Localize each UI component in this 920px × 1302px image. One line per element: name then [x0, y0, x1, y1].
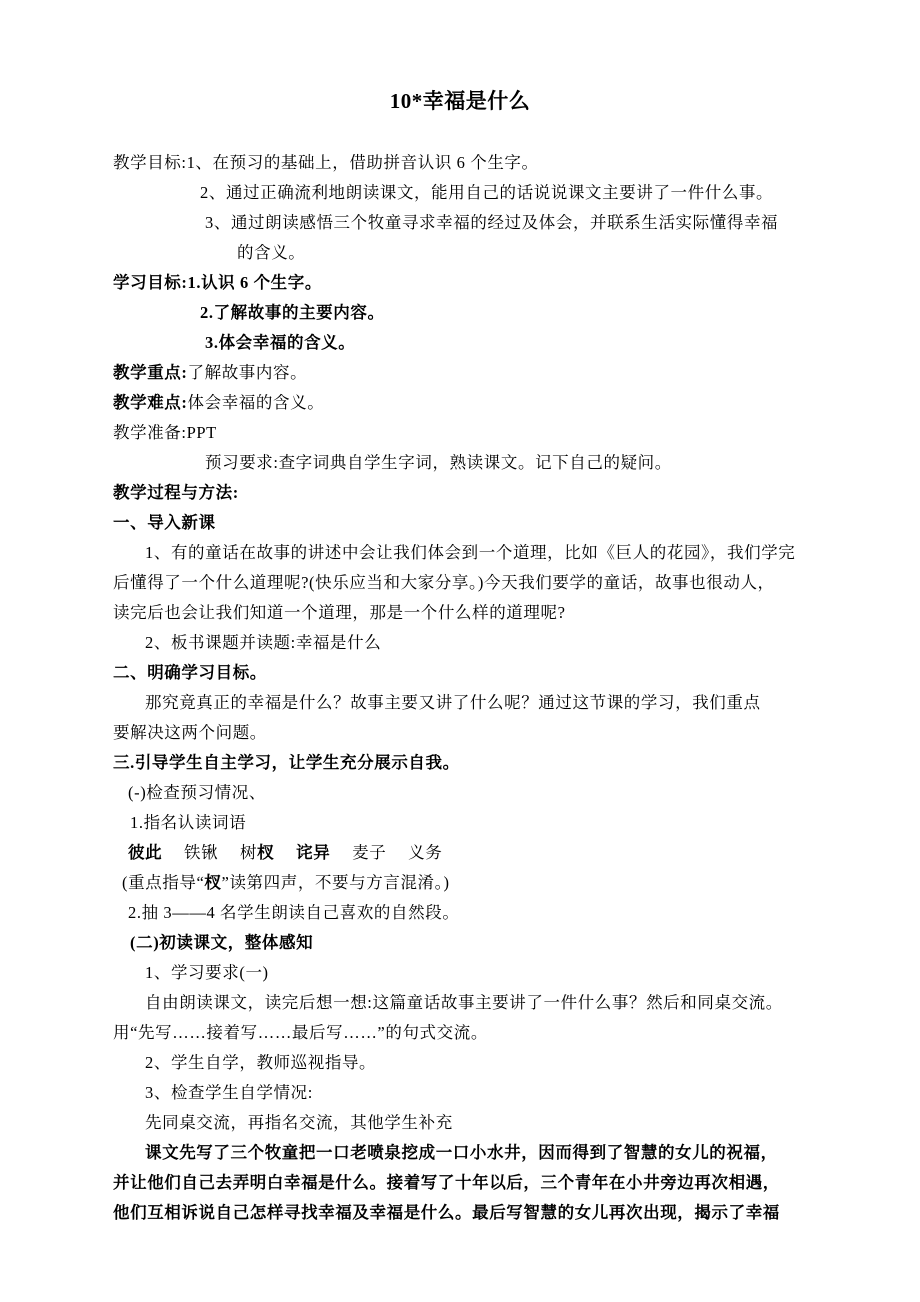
document-line: [113, 628, 838, 658]
document-line: [113, 148, 838, 178]
text-run: 用“先写……接着写……最后写……”的句式交流。: [113, 1023, 488, 1042]
text-run: 彼此: [128, 843, 163, 862]
text-run: 3、检查学生自学情况:: [145, 1083, 313, 1102]
document-line: [113, 388, 838, 418]
text-run: 2、板书课题并读题:幸福是什么: [145, 633, 382, 652]
document-line: [113, 208, 838, 238]
document-line: [113, 1198, 838, 1228]
text-run: (二)初读课文，整体感知: [130, 933, 314, 952]
text-run: 铁锹 树: [162, 843, 258, 862]
text-run: 那究竟真正的幸福是什么？故事主要又讲了什么呢？通过这节课的学习，我们重点: [145, 693, 761, 712]
document-line: [113, 418, 838, 448]
text-run: 麦子 义务: [330, 843, 443, 862]
document-line: [113, 268, 838, 298]
text-run: 他们互相诉说自己怎样寻找幸福及幸福是什么。最后写智慧的女儿再次出现，揭示了幸福: [113, 1203, 780, 1222]
document-line: [113, 898, 838, 928]
document-line: [113, 568, 838, 598]
text-run: 2.抽 3——4 名学生朗读自己喜欢的自然段。: [128, 903, 460, 922]
document-line: [113, 238, 838, 268]
text-run: 2、通过正确流利地朗读课文，能用自己的话说说课文主要讲了一件什么事。: [200, 183, 774, 202]
text-run: 1、有的童话在故事的讲述中会让我们体会到一个道理，比如《巨人的花园》，我们学完: [145, 543, 796, 562]
document-line: [113, 178, 838, 208]
document-line: [113, 718, 838, 748]
text-run: 体会幸福的含义。: [187, 393, 325, 412]
document-line: [113, 508, 838, 538]
text-run: 读完后也会让我们知道一个道理，那是一个什么样的道理呢?: [113, 603, 566, 622]
text-run: 诧异: [296, 843, 331, 862]
text-run: 了解故事内容。: [187, 363, 308, 382]
document-line: [113, 1138, 838, 1168]
text-run: 三.引导学生自主学习，让学生充分展示自我。: [113, 753, 460, 772]
document-line: [113, 1078, 838, 1108]
text-run: 杈: [204, 873, 222, 892]
text-run: 教学重点:: [113, 363, 188, 382]
document-line: [113, 958, 838, 988]
document-line: [113, 688, 838, 718]
text-run: 的含义。: [237, 243, 306, 262]
text-run: 课文先写了三个牧童把一口老喷泉挖成一口小水井，因而得到了智慧的女儿的祝福，: [145, 1143, 778, 1162]
document-line: [113, 988, 838, 1018]
text-run: 2、学生自学，教师巡视指导。: [145, 1053, 377, 1072]
text-run: 教学过程与方法:: [113, 483, 239, 502]
text-run: 预习要求:查字词典自学生字词，熟读课文。记下自己的疑问。: [205, 453, 672, 472]
document-line: [113, 298, 838, 328]
document-line: [113, 658, 838, 688]
document-line: [113, 448, 838, 478]
document-line: [113, 598, 838, 628]
document-line: [113, 1048, 838, 1078]
text-run: [274, 843, 296, 862]
text-run: 教学目标:1、在预习的基础上，借助拼音认识 6 个生字。: [113, 153, 539, 172]
text-run: 3.体会幸福的含义。: [205, 333, 356, 352]
text-run: 3、通过朗读感悟三个牧童寻求幸福的经过及体会，并联系生活实际懂得幸福: [205, 213, 779, 232]
text-run: 教学准备:PPT: [113, 423, 217, 442]
document-line: [113, 478, 838, 508]
text-run: 自由朗读课文，读完后想一想:这篇童话故事主要讲了一件什么事？然后和同桌交流。: [145, 993, 783, 1012]
document-body: [0, 148, 920, 1228]
document-line: [113, 1108, 838, 1138]
document-title: 10*幸福是什么: [389, 89, 531, 113]
text-run: 学习目标:1.认识 6 个生字。: [113, 273, 322, 292]
text-run: (-)检查预习情况、: [128, 783, 266, 802]
text-run: 杈: [257, 843, 275, 862]
document-line: [113, 748, 838, 778]
document-line: [113, 328, 838, 358]
text-run: 二、明确学习目标。: [113, 663, 267, 682]
document-line: [113, 808, 838, 838]
text-run: 后懂得了一个什么道理呢?(快乐应当和大家分享。)今天我们要学的童话，故事也很动人，: [113, 573, 775, 592]
text-run: (重点指导“: [122, 873, 205, 892]
document-line: [113, 838, 838, 868]
document-line: [113, 868, 838, 898]
document-line: [113, 358, 838, 388]
text-run: 先同桌交流，再指名交流，其他学生补充: [145, 1113, 453, 1132]
text-run: 教学难点:: [113, 393, 188, 412]
text-run: 2.了解故事的主要内容。: [200, 303, 385, 322]
document-line: [113, 1018, 838, 1048]
document-line: [113, 778, 838, 808]
text-run: 要解决这两个问题。: [113, 723, 267, 742]
text-run: 一、导入新课: [113, 513, 216, 532]
text-run: 1.指名认读词语: [130, 813, 247, 832]
document-line: [113, 1168, 838, 1198]
document-line: [113, 538, 838, 568]
document-line: [113, 928, 838, 958]
text-run: 并让他们自己去弄明白幸福是什么。接着写了十年以后，三个青年在小井旁边再次相遇，: [113, 1173, 780, 1192]
text-run: 1、学习要求(一): [145, 963, 269, 982]
text-run: ”读第四声，不要与方言混淆。): [221, 873, 450, 892]
